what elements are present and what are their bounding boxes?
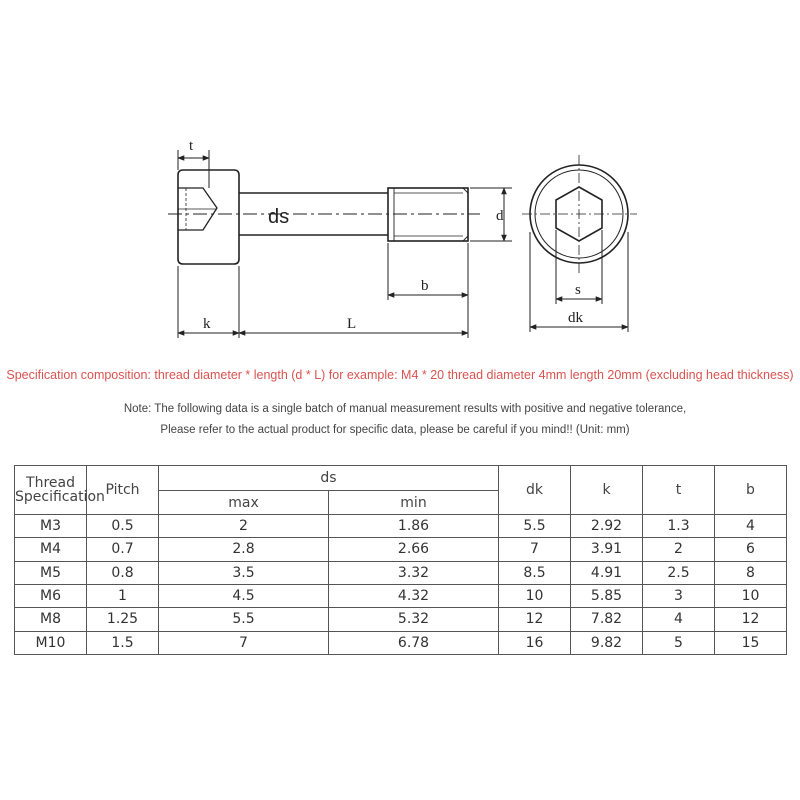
label-d: d <box>496 208 504 224</box>
header-thread-line2: Specification <box>15 489 105 505</box>
header-t: t <box>643 466 715 515</box>
cell-ds-min: 4.32 <box>329 584 499 607</box>
cell-t: 5 <box>643 631 715 654</box>
cell-b: 8 <box>715 561 787 584</box>
cell-dk: 10 <box>499 584 571 607</box>
cell-b: 6 <box>715 538 787 561</box>
cell-t: 3 <box>643 584 715 607</box>
cell-ds-max: 2.8 <box>159 538 329 561</box>
header-thread-spec <box>15 466 105 515</box>
header-ds: ds <box>159 466 499 491</box>
note-line-1: Note: The following data is a single batch of manual measurement results with positive and negative tolerance, <box>123 403 687 415</box>
cell-dk: 7 <box>499 538 571 561</box>
label-dk: dk <box>568 310 583 326</box>
cell-b: 4 <box>715 515 787 538</box>
cell-pitch: 0.8 <box>87 561 159 584</box>
cell-pitch: 0.7 <box>87 538 159 561</box>
screw-end-view <box>522 155 637 273</box>
table-row <box>15 584 787 607</box>
cell-k: 4.91 <box>571 561 643 584</box>
header-ds-min: min <box>329 491 499 515</box>
cell-ds-min: 5.32 <box>329 608 499 631</box>
cell-pitch: 1 <box>87 584 159 607</box>
cell-k: 2.92 <box>571 515 643 538</box>
table-row <box>15 515 787 538</box>
label-ds: ds <box>268 206 290 228</box>
cell-ds-max: 4.5 <box>159 584 329 607</box>
cell-spec: M8 <box>15 608 87 631</box>
cell-b: 10 <box>715 584 787 607</box>
cell-pitch: 0.5 <box>87 515 159 538</box>
cell-t: 2 <box>643 538 715 561</box>
spec-composition-text: Specification composition: thread diameter * length (d * L) for example: M4 * 20 thread diameter 4mm length 20mm (excluding head thickness) <box>6 368 794 382</box>
cell-k: 7.82 <box>571 608 643 631</box>
cell-ds-min: 6.78 <box>329 631 499 654</box>
cell-spec: M10 <box>15 631 87 654</box>
spec-table <box>14 465 787 655</box>
cell-ds-max: 7 <box>159 631 329 654</box>
header-k: k <box>571 466 643 515</box>
cell-ds-min: 3.32 <box>329 561 499 584</box>
cell-ds-max: 3.5 <box>159 561 329 584</box>
label-b: b <box>421 278 429 294</box>
table-row <box>15 538 787 561</box>
cell-k: 3.91 <box>571 538 643 561</box>
table-row <box>15 561 787 584</box>
cell-t: 1.3 <box>643 515 715 538</box>
side-view-dimensions <box>178 150 512 338</box>
cell-t: 4 <box>643 608 715 631</box>
table-row <box>15 631 787 654</box>
cell-spec: M6 <box>15 584 87 607</box>
cell-dk: 8.5 <box>499 561 571 584</box>
header-ds-max: max <box>159 491 329 515</box>
cell-k: 9.82 <box>571 631 643 654</box>
label-L: L <box>347 316 357 332</box>
cell-ds-min: 1.86 <box>329 515 499 538</box>
cell-spec: M4 <box>15 538 87 561</box>
cell-t: 2.5 <box>643 561 715 584</box>
screw-dimension-drawing <box>0 0 800 350</box>
note-line-2: Please refer to the actual product for specific data, please be careful if you mind!! (Unit: mm) <box>160 424 630 436</box>
table-row <box>15 608 787 631</box>
cell-ds-max: 5.5 <box>159 608 329 631</box>
screw-side-view <box>168 170 480 264</box>
header-thread-line1: Thread <box>26 475 75 491</box>
cell-dk: 12 <box>499 608 571 631</box>
header-pitch: Pitch <box>87 466 159 515</box>
cell-spec: M5 <box>15 561 87 584</box>
label-s: s <box>575 282 581 298</box>
cell-spec: M3 <box>15 515 87 538</box>
cell-ds-max: 2 <box>159 515 329 538</box>
cell-b: 15 <box>715 631 787 654</box>
header-b: b <box>715 466 787 515</box>
cell-pitch: 1.5 <box>87 631 159 654</box>
header-dk: dk <box>499 466 571 515</box>
cell-pitch: 1.25 <box>87 608 159 631</box>
cell-dk: 5.5 <box>499 515 571 538</box>
label-k: k <box>203 316 211 332</box>
cell-b: 12 <box>715 608 787 631</box>
label-t: t <box>189 138 194 154</box>
cell-dk: 16 <box>499 631 571 654</box>
cell-ds-min: 2.66 <box>329 538 499 561</box>
cell-k: 5.85 <box>571 584 643 607</box>
